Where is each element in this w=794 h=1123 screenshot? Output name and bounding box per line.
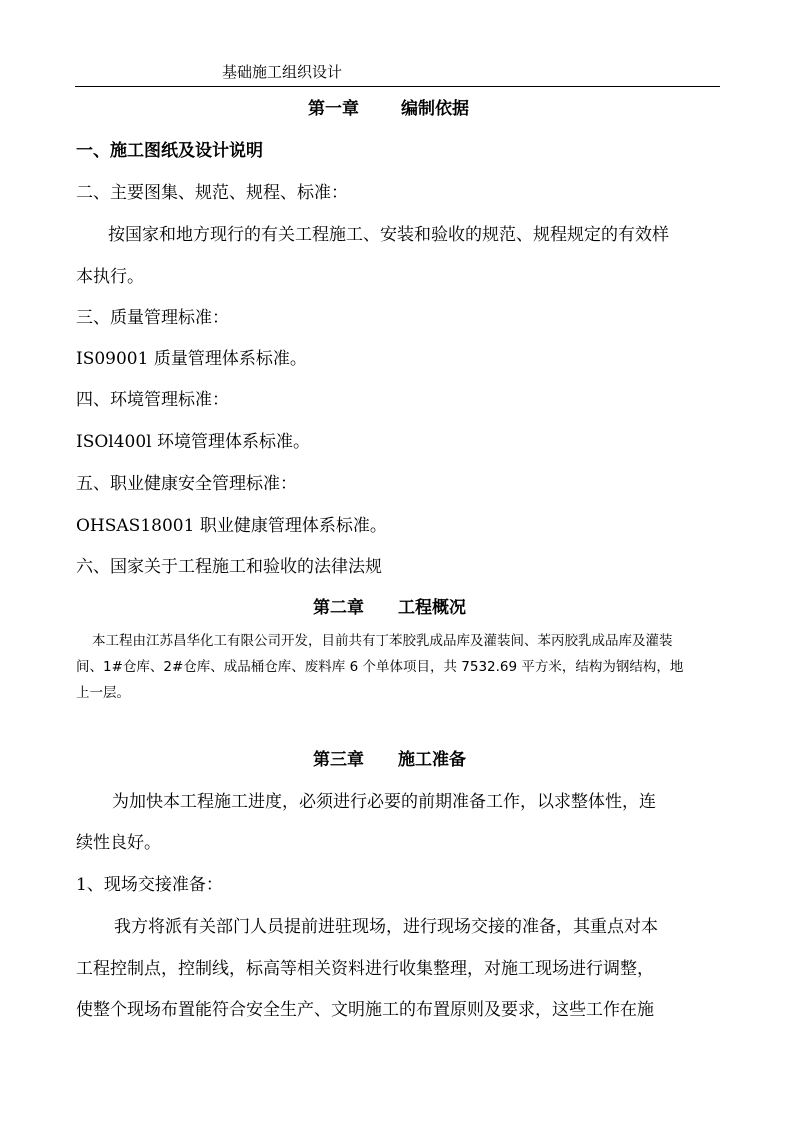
chapter-2-number: 第二章 <box>313 598 364 618</box>
site-handover-line-3: 使整个现场布置能符合安全生产、文明施工的布置原则及要求，这些工作在施 <box>76 1000 654 1020</box>
page-header-title: 基础施工组织设计 <box>222 63 343 81</box>
preparation-intro-line-2: 续性良好。 <box>76 833 161 853</box>
project-overview-line-3: 上一层。 <box>76 685 130 701</box>
project-overview-line-2: 间、1#仓库、2#仓库、成品桶仓库、废料库 6 个单体项目，共 7532.69 平方米，结构为钢结构，地 <box>76 659 684 675</box>
chapter-1-number: 第一章 <box>308 99 359 119</box>
chapter-3-number: 第三章 <box>313 750 364 770</box>
section-heading-standards: 二、主要图集、规范、规程、标准： <box>76 183 348 203</box>
header-divider <box>75 86 720 87</box>
section-heading-environment: 四、环境管理标准： <box>76 390 229 410</box>
section-heading-site-handover: 1、现场交接准备： <box>76 875 223 895</box>
chapter-3-heading <box>313 749 466 771</box>
environment-standard-item: ISOl400l 环境管理体系标准。 <box>76 432 311 452</box>
chapter-1-title: 编制依据 <box>401 99 469 119</box>
section-heading-laws: 六、国家关于工程施工和验收的法律法规 <box>76 557 382 577</box>
chapter-3-title: 施工准备 <box>398 750 466 770</box>
section-heading-quality: 三、质量管理标准： <box>76 308 229 328</box>
preparation-intro-line-1: 为加快本工程施工进度，必须进行必要的前期准备工作，以求整体性，连 <box>112 792 656 812</box>
site-handover-line-1: 我方将派有关部门人员提前进驻现场，进行现场交接的准备，其重点对本 <box>114 917 658 937</box>
project-overview-line-1: 本工程由江苏昌华化工有限公司开发，目前共有丁苯胶乳成品库及灌装间、苯丙胶乳成品库及灌装 <box>92 633 673 649</box>
section-heading-health-safety: 五、职业健康安全管理标准： <box>76 474 297 494</box>
chapter-1-heading <box>308 98 469 120</box>
health-safety-standard-item: OHSAS18001 职业健康管理体系标准。 <box>76 516 387 536</box>
paragraph-standards-line-1: 按国家和地方现行的有关工程施工、安装和验收的规范、规程规定的有效样 <box>108 225 669 245</box>
quality-standard-item: IS09001 质量管理体系标准。 <box>76 349 307 369</box>
paragraph-standards-line-2: 本执行。 <box>76 267 144 287</box>
chapter-2-heading <box>313 597 466 619</box>
site-handover-line-2: 工程控制点，控制线，标高等相关资料进行收集整理，对施工现场进行调整， <box>76 959 654 979</box>
section-heading-drawings: 一、施工图纸及设计说明 <box>76 141 263 161</box>
chapter-2-title: 工程概况 <box>398 598 466 618</box>
